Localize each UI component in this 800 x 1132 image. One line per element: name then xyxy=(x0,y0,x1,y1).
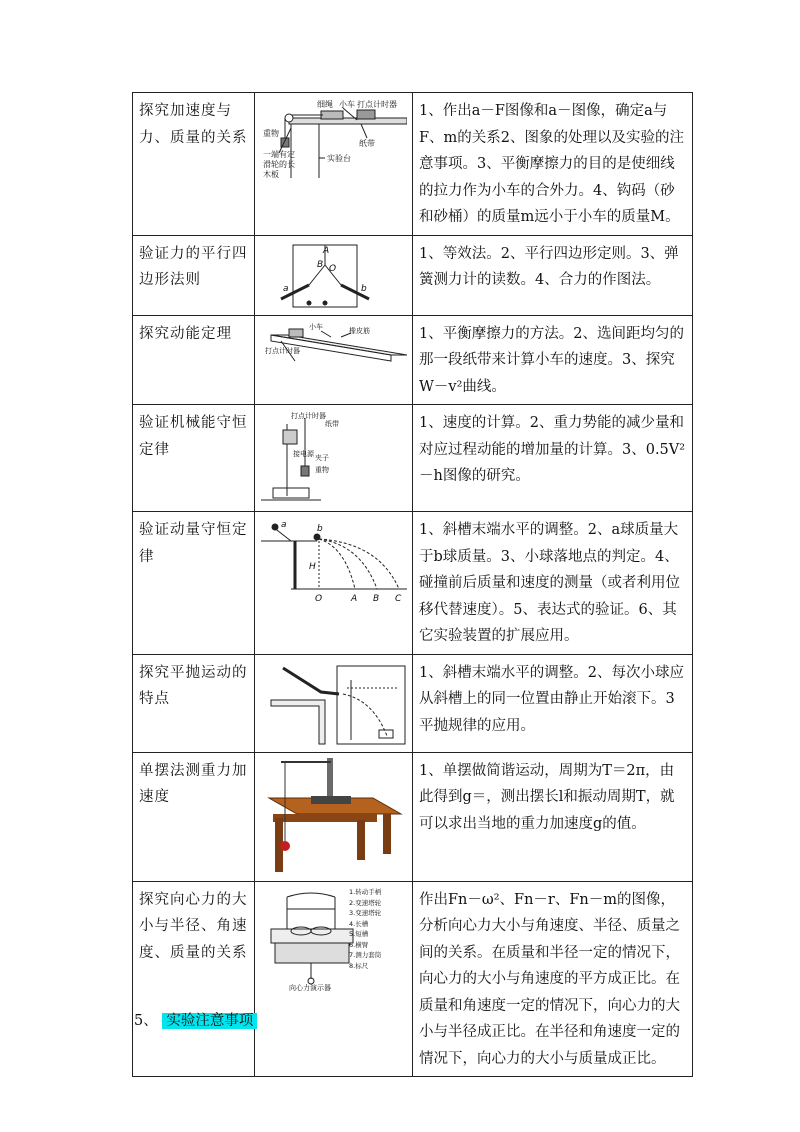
label-a: a xyxy=(283,283,289,294)
label-timer: 打点计时器 xyxy=(265,346,300,355)
experiment-name: 验证动量守恒定律 xyxy=(133,512,255,655)
legend-item: 8.标尺 xyxy=(349,961,369,969)
table-row xyxy=(133,512,693,655)
apparatus-legend xyxy=(349,887,407,971)
experiment-notes: 1、作出a－F图像和a－图像，确定a与F、m的关系2、图象的处理以及实验的注意事项。3、平衡摩擦力的目的是使细线的拉力作为小车的合外力。4、钩码（砂和砂桶）的质量m远小于小车的质量M。 xyxy=(413,93,693,236)
experiment-figure xyxy=(255,881,413,1077)
experiment-name: 验证机械能守恒定律 xyxy=(133,405,255,512)
label-b: b xyxy=(361,283,367,294)
experiment-figure xyxy=(255,405,413,512)
centripetal-force-figure xyxy=(261,887,407,992)
table-row xyxy=(133,881,693,1077)
label-O: O xyxy=(315,594,323,604)
label-timer: 打点计时器 xyxy=(291,412,326,420)
section-number: 5、 xyxy=(134,1013,158,1029)
legend-item: 5.短槽 xyxy=(349,929,369,938)
legend-item: 7.测力套筒 xyxy=(349,950,382,959)
section-heading xyxy=(134,1011,257,1031)
label-rubber-band: 橡皮筋 xyxy=(349,326,370,335)
experiment-name: 验证力的平行四边形法则 xyxy=(133,235,255,315)
experiment-name: 探究平抛运动的特点 xyxy=(133,654,255,752)
legend-item: 1.转动手柄 xyxy=(349,887,382,896)
label-B: B xyxy=(317,259,324,270)
experiment-name: 单摆法测重力加速度 xyxy=(133,752,255,881)
table-row xyxy=(133,752,693,881)
experiment-figure xyxy=(255,93,413,236)
experiment-figure xyxy=(255,654,413,752)
experiment-name: 探究向心力的大小与半径、角速度、质量的关系 xyxy=(133,881,255,1077)
label-weight: 重物 xyxy=(315,466,329,474)
label-H: H xyxy=(309,562,316,572)
label-board: 一端有定滑轮的长木板 xyxy=(263,150,295,179)
table-row xyxy=(133,654,693,752)
table-row xyxy=(133,315,693,405)
label-weight: 重物 xyxy=(263,129,279,138)
label-rope: 细绳 xyxy=(317,100,333,109)
figure-caption: 向心力演示器 xyxy=(289,983,331,992)
legend-item: 4.长槽 xyxy=(349,919,369,927)
experiment-notes: 作出Fn－ω²、Fn－r、Fn－m的图像，分析向心力大小与角速度、半径、质量之间的关系。在质量和半径一定的情况下，向心力的大小与角速度的平方成正比。在质量和角速度一定的情况下，向心力的大小与半径成正比。在半径和角速度一定的情况下，向心力的大小与质量成正比。 xyxy=(413,881,693,1077)
label-clip: 夹子 xyxy=(315,454,329,462)
experiment-figure xyxy=(255,235,413,315)
projectile-board-figure xyxy=(261,660,407,748)
experiment-notes: 1、速度的计算。2、重力势能的减少量和对应过程动能的增加量的计算。3、0.5V²－h图像的研究。 xyxy=(413,405,693,512)
experiment-table xyxy=(132,92,693,1077)
label-A-point: A xyxy=(351,594,358,604)
experiment-notes: 1、斜槽末端水平的调整。2、a球质量大于b球质量。3、小球落地点的判定。4、碰撞前后质量和速度的测量（或者利用位移代替速度）。5、表达式的验证。6、其它实验装置的扩展应用。 xyxy=(413,512,693,655)
legend-item: 2.变速塔轮 xyxy=(349,898,382,906)
cart-timer-apparatus-figure xyxy=(261,98,407,215)
table-row xyxy=(133,93,693,236)
table-row xyxy=(133,405,693,512)
pendulum-table-figure xyxy=(261,758,407,876)
experiment-notes: 1、单摆做简谐运动，周期为T＝2π，由此得到g＝，测出摆长l和振动周期T，就可以求出当地的重力加速度g的值。 xyxy=(413,752,693,881)
legend-item: 6.横臂 xyxy=(349,940,369,948)
label-power: 接电源 xyxy=(293,450,314,458)
label-C-point: C xyxy=(395,594,402,604)
label-cart: 小车 xyxy=(309,322,323,331)
label-tape: 纸带 xyxy=(359,139,375,148)
experiment-figure xyxy=(255,752,413,881)
experiment-figure xyxy=(255,315,413,405)
legend-item: 3.变速塔轮 xyxy=(349,908,382,917)
experiment-figure xyxy=(255,512,413,655)
table-row xyxy=(133,235,693,315)
label-bench: 实验台 xyxy=(327,154,351,163)
label-cart: 小车 xyxy=(339,100,355,109)
force-parallelogram-figure xyxy=(261,241,407,311)
label-O: O xyxy=(329,263,337,274)
collision-chute-figure xyxy=(261,517,407,607)
experiment-notes: 1、等效法。2、平行四边形定则。3、弹簧测力计的读数。4、合力的作图法。 xyxy=(413,235,693,315)
label-tape: 纸带 xyxy=(325,420,339,428)
label-timer: 打点计时器 xyxy=(357,100,397,109)
free-fall-figure xyxy=(261,410,407,507)
label-B-point: B xyxy=(373,594,380,604)
experiment-name: 探究动能定理 xyxy=(133,315,255,405)
section-title: 实验注意事项 xyxy=(162,1013,257,1029)
experiment-notes: 1、平衡摩擦力的方法。2、选间距均匀的那一段纸带来计算小车的速度。3、探究W－v²曲线。 xyxy=(413,315,693,405)
work-energy-figure xyxy=(261,321,407,381)
experiment-name: 探究加速度与力、质量的关系 xyxy=(133,93,255,236)
label-a: a xyxy=(281,520,287,530)
label-A: A xyxy=(323,245,330,256)
label-b: b xyxy=(317,524,323,534)
experiment-notes: 1、斜槽末端水平的调整。2、每次小球应从斜槽上的同一位置由静止开始滚下。3平抛规律的应用。 xyxy=(413,654,693,752)
